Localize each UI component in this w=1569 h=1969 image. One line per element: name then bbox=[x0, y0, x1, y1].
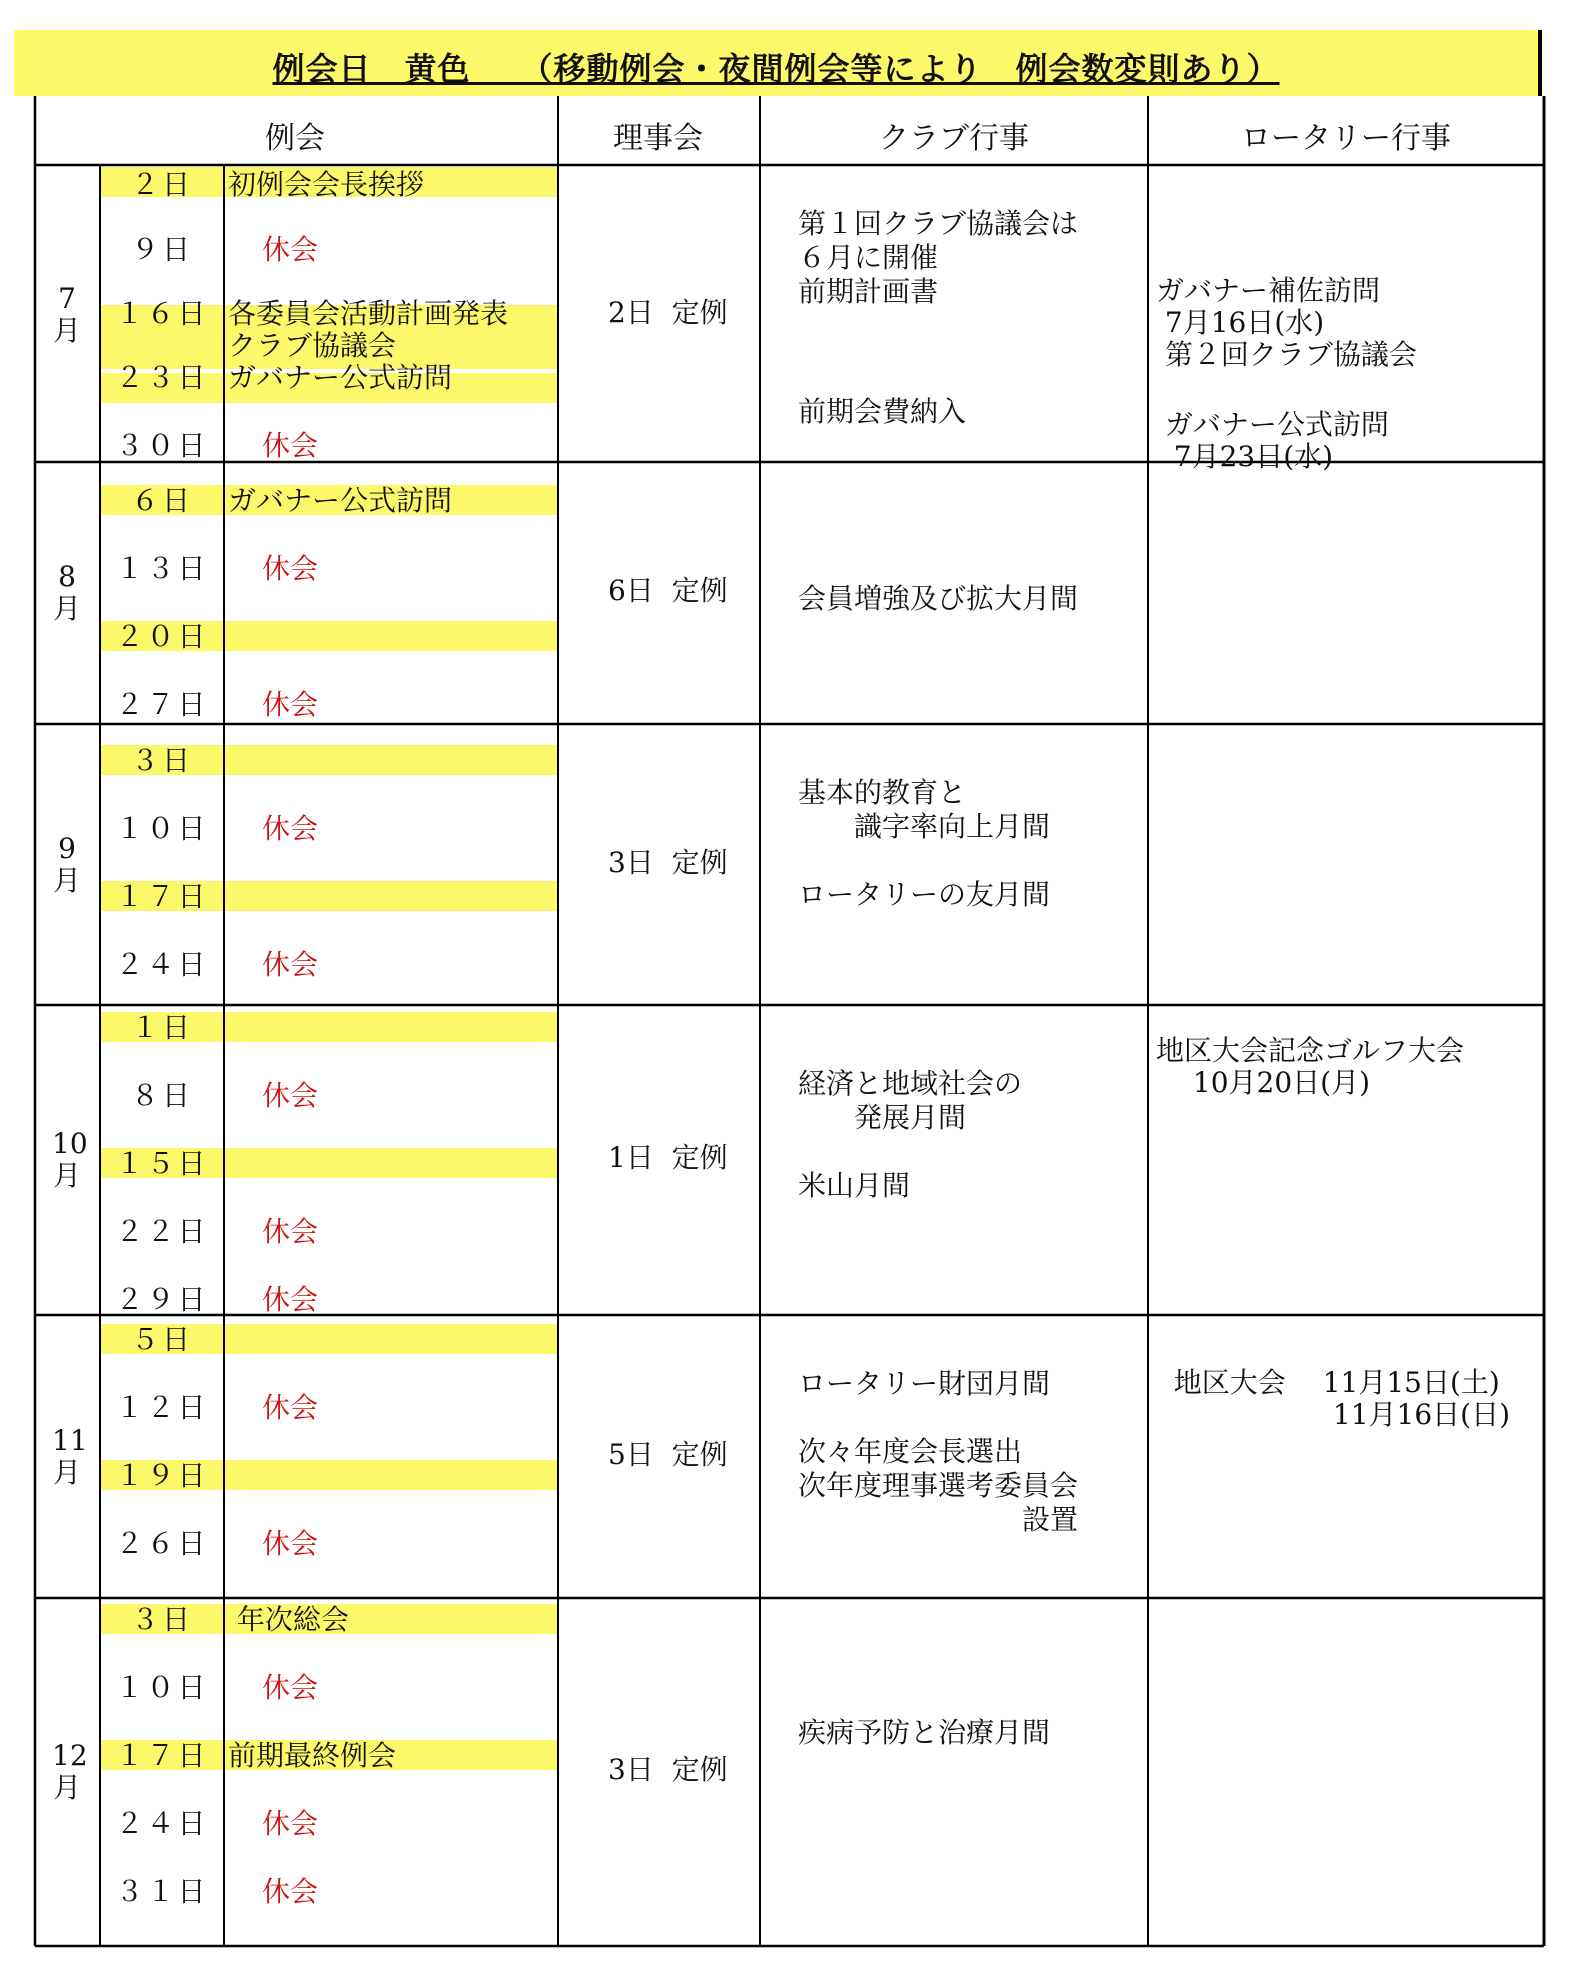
meeting-day: １７日 bbox=[115, 880, 209, 913]
club-event: ロータリー財団月間 次々年度会長選出 次年度理事選考委員会 設置 bbox=[798, 1367, 1079, 1536]
recess-label: 休会 bbox=[262, 552, 319, 585]
meeting-day: １日 bbox=[130, 1011, 193, 1044]
recess-label: 休会 bbox=[262, 1671, 319, 1704]
meeting-day: １２日 bbox=[115, 1391, 209, 1424]
month-label: 7 月 bbox=[52, 281, 81, 347]
meeting-note: ガバナー公式訪問 bbox=[228, 484, 453, 517]
header-meeting: 例会 bbox=[265, 121, 325, 156]
recess-label: 休会 bbox=[262, 1215, 319, 1248]
board-meeting: 3日 定例 bbox=[608, 1753, 728, 1786]
recess-label: 休会 bbox=[262, 233, 319, 266]
meeting-day: ３０日 bbox=[115, 429, 209, 462]
meeting-note: 前期最終例会 bbox=[228, 1739, 397, 1772]
meeting-day: ２２日 bbox=[115, 1215, 209, 1248]
banner-text: 例会日 黄色 （移動例会・夜間例会等により 例会数変則あり） bbox=[272, 50, 1280, 88]
club-event: 基本的教育と 識字率向上月間 ロータリーの友月間 bbox=[798, 776, 1051, 911]
club-event: 疾病予防と治療月間 bbox=[798, 1716, 1051, 1749]
recess-label: 休会 bbox=[262, 429, 319, 462]
month-label: 8 月 bbox=[52, 560, 81, 625]
recess-label: 休会 bbox=[262, 1283, 319, 1316]
header-rotary: ロータリー行事 bbox=[1241, 121, 1451, 156]
meeting-day: ２７日 bbox=[115, 688, 209, 721]
header-club: クラブ行事 bbox=[879, 121, 1029, 156]
board-meeting: 3日 定例 bbox=[608, 845, 728, 879]
board-meeting: 2日 定例 bbox=[608, 295, 728, 329]
board-meeting: 6日 定例 bbox=[608, 574, 728, 607]
meeting-day: １７日 bbox=[115, 1739, 209, 1772]
recess-label: 休会 bbox=[262, 688, 319, 721]
recess-label: 休会 bbox=[262, 1875, 319, 1908]
board-meeting: 5日 定例 bbox=[608, 1437, 728, 1471]
meeting-day: ３日 bbox=[130, 744, 193, 777]
rotary-event: ガバナー補佐訪問 7月16日(水) 第２回クラブ協議会 bbox=[1156, 274, 1417, 371]
meeting-day: ３日 bbox=[130, 1603, 193, 1636]
meeting-day: ２４日 bbox=[115, 948, 209, 981]
header-board: 理事会 bbox=[613, 121, 703, 156]
meeting-day: １３日 bbox=[115, 552, 209, 585]
club-event: 経済と地域社会の 発展月間 米山月間 bbox=[798, 1067, 1023, 1202]
recess-label: 休会 bbox=[262, 1527, 319, 1560]
meeting-day: ６日 bbox=[130, 484, 193, 517]
meeting-note: 各委員会活動計画発表 クラブ協議会 bbox=[228, 297, 509, 362]
month-label: 12 月 bbox=[52, 1739, 88, 1804]
meeting-day: １０日 bbox=[115, 1671, 209, 1704]
month-label: 10 月 bbox=[52, 1127, 88, 1192]
meeting-day: １６日 bbox=[115, 297, 209, 330]
club-event: 会員増強及び拡大月間 bbox=[798, 582, 1079, 615]
recess-label: 休会 bbox=[262, 1807, 319, 1840]
meeting-day: ２３日 bbox=[115, 361, 209, 394]
recess-label: 休会 bbox=[262, 1079, 319, 1112]
meeting-day: ２０日 bbox=[115, 620, 209, 653]
board-meeting: 1日 定例 bbox=[608, 1141, 728, 1174]
meeting-day: ２９日 bbox=[115, 1283, 209, 1316]
meeting-day: ２日 bbox=[130, 168, 193, 201]
meeting-note: ガバナー公式訪問 bbox=[228, 361, 453, 394]
meeting-day: １０日 bbox=[115, 812, 209, 845]
month-label: 11 月 bbox=[52, 1423, 88, 1489]
meeting-day: ３１日 bbox=[115, 1875, 209, 1908]
recess-label: 休会 bbox=[262, 812, 319, 845]
meeting-day: ８日 bbox=[130, 1079, 193, 1112]
meeting-day: ２４日 bbox=[115, 1807, 209, 1840]
meeting-day: ５日 bbox=[130, 1323, 193, 1356]
meeting-day: ２６日 bbox=[115, 1527, 209, 1560]
month-label: 9 月 bbox=[52, 831, 81, 897]
meeting-day: １９日 bbox=[115, 1459, 209, 1492]
rotary-event: 地区大会 11月15日(土) 11月16日(日) bbox=[1173, 1366, 1511, 1431]
rotary-event: ガバナー公式訪問 7月23日(水) bbox=[1164, 408, 1389, 473]
meeting-note: 初例会会長挨拶 bbox=[228, 168, 425, 201]
meeting-day: ９日 bbox=[130, 233, 193, 266]
rotary-event: 地区大会記念ゴルフ大会 10月20日(月) bbox=[1156, 1034, 1465, 1099]
club-event: 前期会費納入 bbox=[798, 395, 967, 428]
recess-label: 休会 bbox=[262, 1391, 319, 1424]
meeting-note: 年次総会 bbox=[228, 1603, 349, 1636]
recess-label: 休会 bbox=[262, 948, 319, 981]
club-event: 第１回クラブ協議会は ６月に開催 前期計画書 bbox=[798, 207, 1079, 308]
meeting-day: １５日 bbox=[115, 1147, 209, 1180]
